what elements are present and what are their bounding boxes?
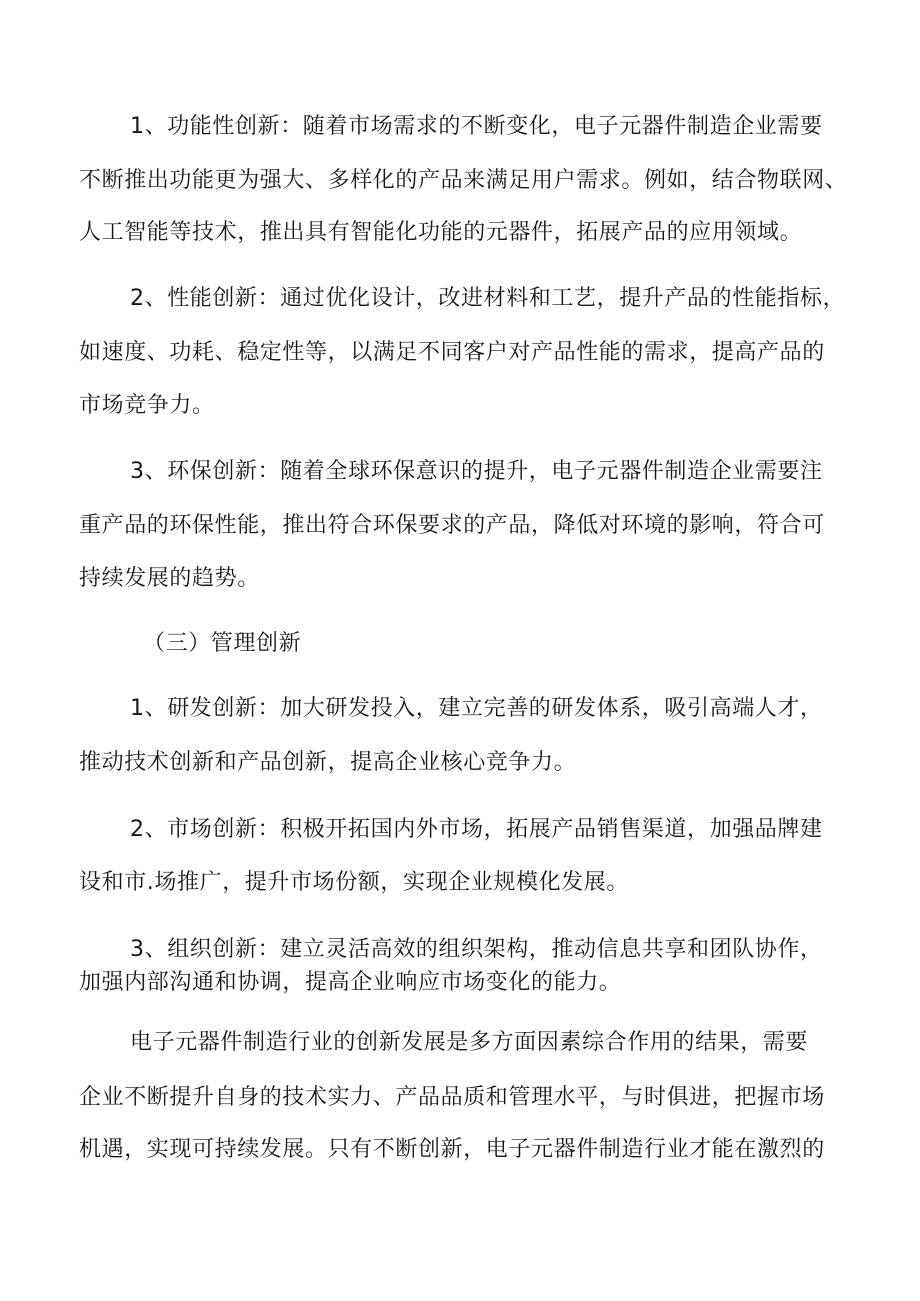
text-line: 机遇，实现可持续发展。只有不断创新，电子元器件制造行业才能在激烈的 [79,1137,825,1162]
text-line: 如速度、功耗、稳定性等，以满足不同客户对产品性能的需求，提高产品的 [79,340,825,365]
text-line: 市场竞争力。 [79,393,215,418]
text-line: 3、环保创新：随着全球环保意识的提升，电子元器件制造企业需要注 [130,459,823,484]
text-line: 2、性能创新：通过优化设计，改进材料和工艺，提升产品的性能指标， [130,286,846,311]
text-line: 设和市.场推广，提升市场份额，实现企业规模化发展。 [79,870,629,895]
text-line: 1、功能性创新：随着市场需求的不断变化，电子元器件制造企业需要 [130,114,823,139]
section-heading: （三）管理创新 [143,631,302,656]
text-line: 重产品的环保性能，推出符合环保要求的产品，降低对环境的影响，符合可 [79,513,825,538]
text-line: 人工智能等技术，推出具有智能化功能的元器件，拓展产品的应用领域。 [79,220,803,245]
text-line: 2、市场创新：积极开拓国内外市场，拓展产品销售渠道，加强品牌建 [130,817,823,842]
text-line: 企业不断提升自身的技术实力、产品品质和管理水平，与时俱进，把握市场 [79,1085,825,1110]
text-line: 不断推出功能更为强大、多样化的产品来满足用户需求。例如，结合物联网、 [79,168,848,193]
text-line: 1、研发创新：加大研发投入，建立完善的研发体系，吸引高端人才， [130,696,823,721]
text-line: 持续发展的趋势。 [79,566,260,591]
text-line: 3、组织创新：建立灵活高效的组织架构，推动信息共享和团队协作， [130,937,823,962]
text-line: 推动技术创新和产品创新，提高企业核心竞争力。 [79,750,577,775]
text-line: 电子元器件制造行业的创新发展是多方面因素综合作用的结果，需要 [130,1030,809,1055]
text-line: 加强内部沟通和协调，提高企业响应市场变化的能力。 [79,970,622,995]
